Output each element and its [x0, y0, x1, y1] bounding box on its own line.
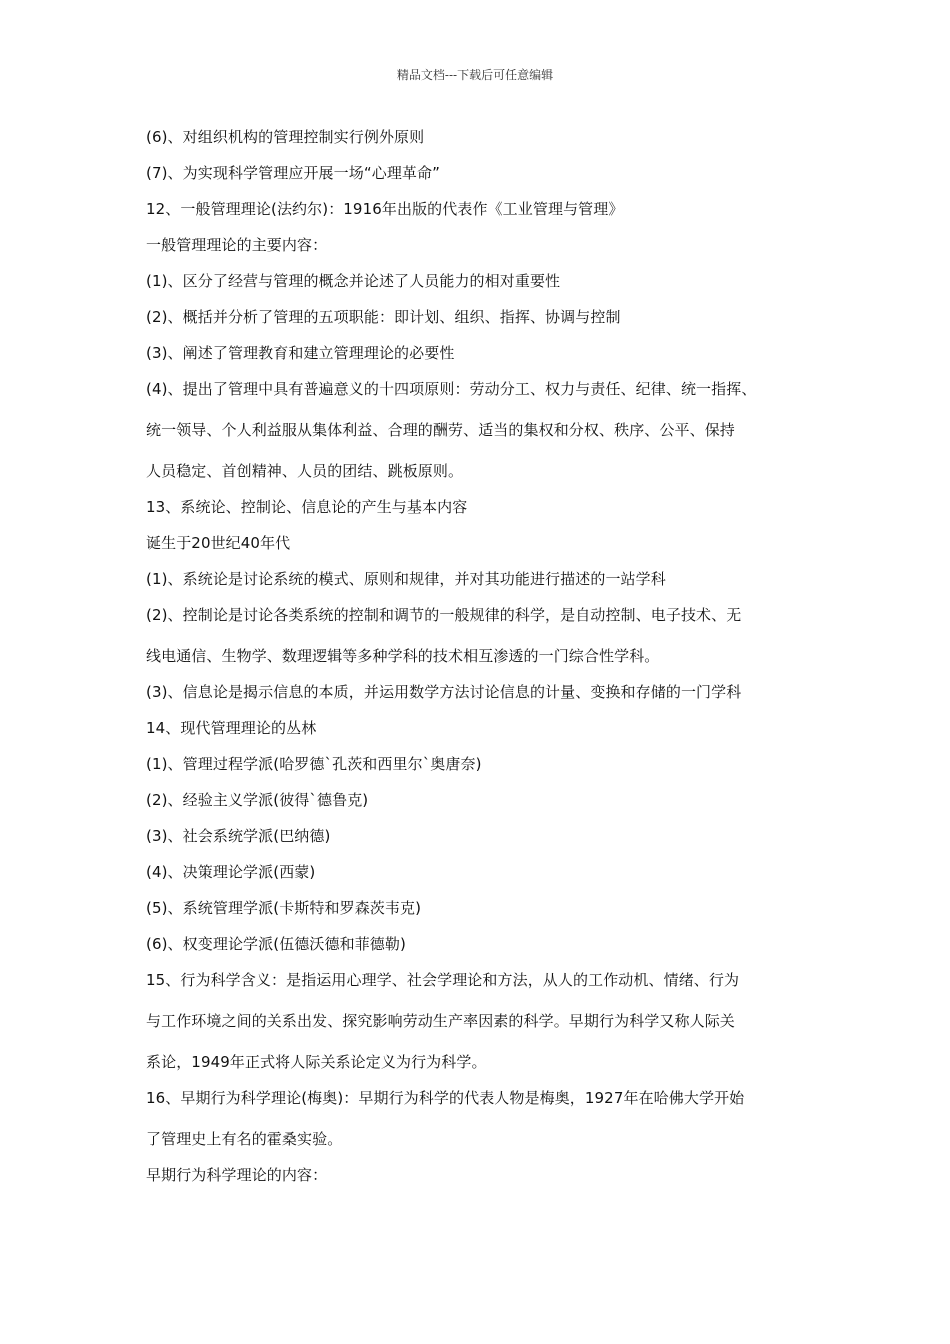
text-line: (2)、经验主义学派(彼得`德鲁克) [146, 791, 369, 809]
text-line: 统一领导、个人利益服从集体利益、合理的酬劳、适当的集权和分权、秩序、公平、保持 [146, 421, 735, 439]
text-line: (4)、提出了管理中具有普遍意义的十四项原则：劳动分工、权力与责任、纪律、统一指挥、 [146, 380, 757, 398]
text-line: (1)、系统论是讨论系统的模式、原则和规律，并对其功能进行描述的一站学科 [146, 570, 666, 588]
text-line: 13、系统论、控制论、信息论的产生与基本内容 [146, 498, 468, 516]
text-line: (3)、信息论是揭示信息的本质，并运用数学方法讨论信息的计量、变换和存储的一门学科 [146, 683, 742, 701]
text-line: (2)、概括并分析了管理的五项职能：即计划、组织、指挥、协调与控制 [146, 308, 621, 326]
text-line: 人员稳定、首创精神、人员的团结、跳板原则。 [146, 462, 464, 480]
text-line: (1)、管理过程学派(哈罗德`孔茨和西里尔`奥唐奈) [146, 755, 482, 773]
text-line: 15、行为科学含义：是指运用心理学、社会学理论和方法，从人的工作动机、情绪、行为 [146, 971, 740, 989]
text-line: 一般管理理论的主要内容： [146, 236, 328, 254]
text-line: (2)、控制论是讨论各类系统的控制和调节的一般规律的科学，是自动控制、电子技术、无 [146, 606, 742, 624]
text-line: (4)、决策理论学派(西蒙) [146, 863, 316, 881]
text-line: (3)、阐述了管理教育和建立管理理论的必要性 [146, 344, 455, 362]
text-line: (6)、权变理论学派(伍德沃德和菲德勒) [146, 935, 406, 953]
text-line: (7)、为实现科学管理应开展一场“心理革命” [146, 164, 440, 182]
text-line: (1)、区分了经营与管理的概念并论述了人员能力的相对重要性 [146, 272, 561, 290]
text-line: (5)、系统管理学派(卡斯特和罗森茨韦克) [146, 899, 422, 917]
text-line: 早期行为科学理论的内容： [146, 1166, 328, 1184]
text-line: 了管理史上有名的霍桑实验。 [146, 1130, 343, 1148]
text-line: 线电通信、生物学、数理逻辑等多种学科的技术相互渗透的一门综合性学科。 [146, 647, 660, 665]
text-line: 12、一般管理理论(法约尔)：1916年出版的代表作《工业管理与管理》 [146, 200, 624, 218]
text-line: 系论，1949年正式将人际关系论定义为行为科学。 [146, 1053, 487, 1071]
text-line: (6)、对组织机构的管理控制实行例外原则 [146, 128, 425, 146]
text-line: 14、现代管理理论的丛林 [146, 719, 317, 737]
text-line: 诞生于20世纪40年代 [146, 534, 291, 552]
text-line: 16、早期行为科学理论(梅奥)：早期行为科学的代表人物是梅奥，1927年在哈佛大学开始 [146, 1089, 745, 1107]
text-line: (3)、社会系统学派(巴纳德) [146, 827, 331, 845]
text-line: 与工作环境之间的关系出发、探究影响劳动生产率因素的科学。早期行为科学又称人际关 [146, 1012, 735, 1030]
page-header: 精品文档---下载后可任意编辑 [396, 68, 554, 82]
